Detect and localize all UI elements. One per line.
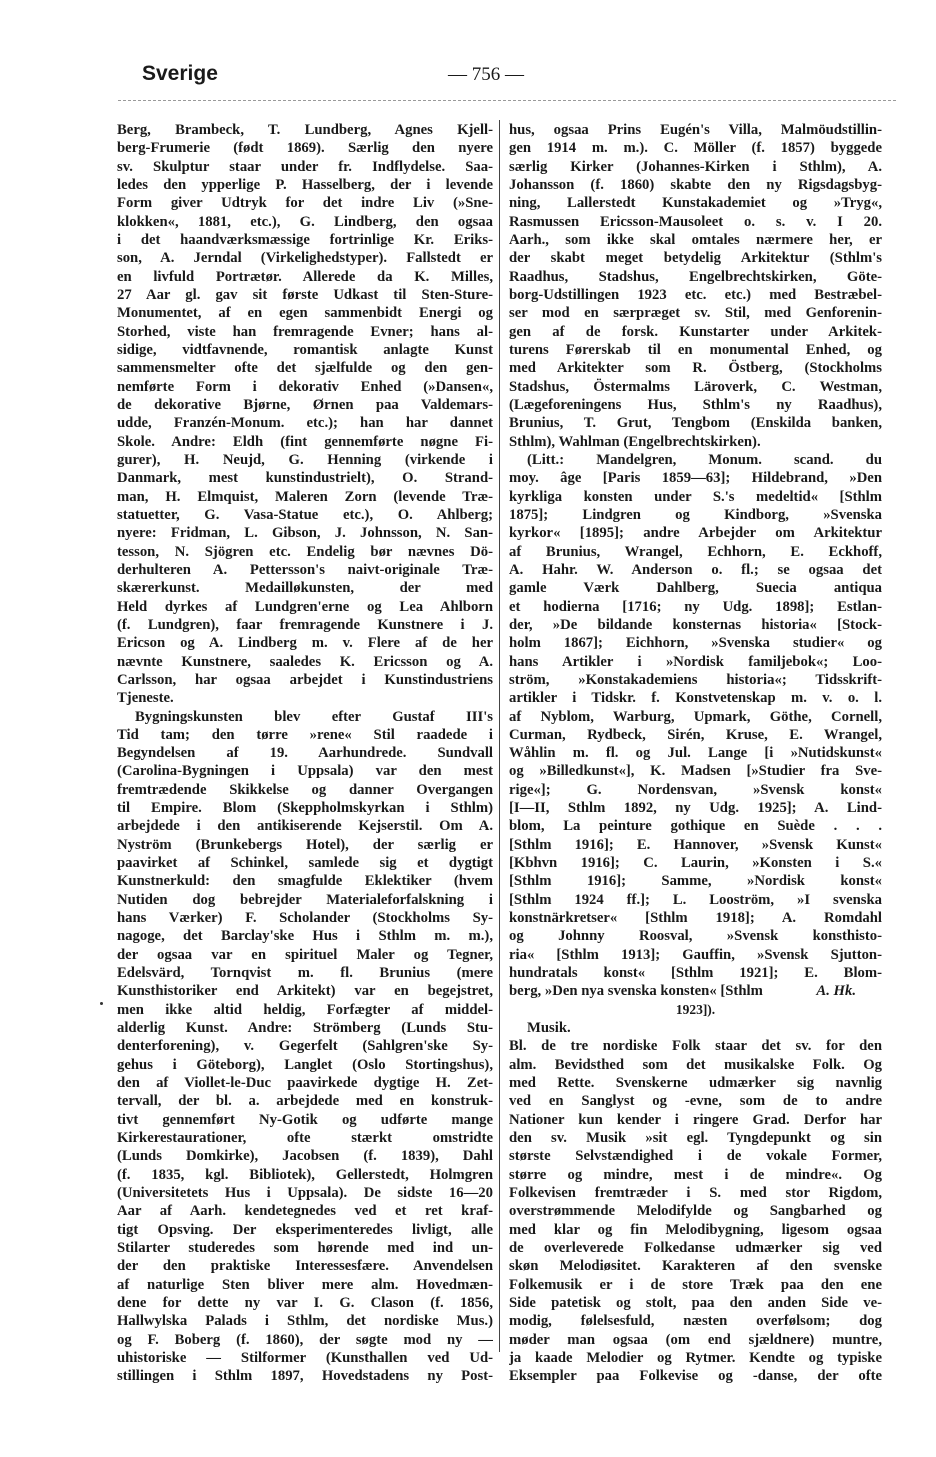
text-line: skærerkunst. Medailløkunsten, der med [117,580,493,597]
text-line: tivt gennemført Ny-Gotik og udførte mange [117,1111,493,1128]
text-line: statuetter, G. Vasa-Statue etc.), O. Ahlberg; [117,506,493,523]
text-line: Curman, Rydbeck, Sirén, Kruse, E. Wrangel, [509,726,882,743]
text-line: Form giver Udtryk for det indre Liv (»Sne- [117,195,493,212]
text-line: den sv. Musik »sit egl. Tyngdepunkt og sin [509,1130,882,1147]
text-line: tesson, N. Sjögren etc. Endelig bør nævnes Dö- [117,543,493,560]
text-line: gen af de forsk. Kunstarter under Arkitek- [509,323,882,340]
author-signature: A. Hk. [816,983,856,1000]
text-line: sv. Skulptur staar under fr. Indflydelse. Saa- [117,158,493,175]
text-line: Kunstnerkuld: den smagfulde Eklektiker (hvem [117,873,493,890]
text-line: arbejdede i den antikiserende Kejserstil. Om A. [117,818,493,835]
text-line: borg-Udstillingen 1923 etc. etc.) med Bestræbel- [509,286,882,303]
text-line: og »Billedkunst«], K. Madsen [»Studier fra Sve- [509,763,882,780]
text-line: der skabt meget betydelig Arkitektur (Sthlm's [509,250,882,267]
text-line: hans Værker) F. Scholander (Stockholms Sy- [117,910,493,927]
text-line: hus, ogsaa Prins Eugén's Villa, Malmöudstillin- [509,122,882,138]
text-line: tigt Opsving. Der eksperimenteredes livligt, alle [117,1221,493,1238]
text-line: Rasmussen Ericsson-Mausoleet o. s. v. I 20. [509,213,882,230]
text-line: af Brunius, Wrangel, Echhorn, E. Eckhoff, [509,543,882,560]
text-line: Nyström (Brunkebergs Hotel), der særlig er [117,836,493,853]
text-line: Wåhlin m. fl. og Jul. Lange [i »Nutidskunst« [509,745,882,762]
text-line: de dekorative Bjørne, Ørnen paa Valdemars- [117,396,493,413]
text-line: større og mindre, mest i de mindre«. Og [509,1166,882,1183]
text-line: (Litt.: Mandelgren, Monum. scand. du [527,451,882,468]
text-line: son, A. Jerndal (Virkelighedstyper). Fallstedt er [117,250,493,267]
text-line: men ikke altid heldig, Forfægter af middel- [117,1001,493,1018]
text-line: A. Hahr. W. Anderson o. fl.; se ogsaa det [509,561,882,578]
text-line: hans Artikler i »Nordisk familjebok«; Loo- [509,653,882,670]
text-line: konstnärkretser« [Sthlm 1918]; A. Romdahl [509,910,882,927]
text-line: og Johnny Roosval, »Svensk konsthisto- [509,928,882,945]
text-line: gamle Værk Dahlberg, Suecia antiqua [509,580,882,597]
text-line: Stadshus, Östermalms Läroverk, C. Westman, [509,378,882,395]
text-line: ved en Sanglyst og -evne, som de to andre [509,1093,882,1110]
text-line: Danmark, mest kunstindustrielt), O. Strand- [117,470,493,487]
text-line: der den praktiske Interessesfære. Anvendelsen [117,1258,493,1275]
text-line: Side patetisk og stolt, paa den anden Side ve- [509,1295,882,1311]
text-line: Stilarter studeredes som hørende med ind un- [117,1240,493,1257]
text-line: der ogsaa var en spirituel Maler og Tegner, [117,946,493,963]
text-line: alderlig Kunst. Andre: Strömberg (Lunds Stu- [117,1020,493,1037]
text-line: Johansson (f. 1860) skabte den ny Rigsdagsbyg- [509,176,882,193]
left-text-column [117,121,493,1386]
text-line: af naturlige Sten bliver mere alm. Hovedmæn- [117,1276,493,1293]
text-line: møder man ogsaa (om end sjældnere) muntre, [509,1331,882,1348]
text-line: af Nyblom, Warburg, Upmark, Göthe, Cornell, [509,708,882,725]
text-line: nævnte Kunstnere, saaledes K. Ericsson og A. [117,653,493,670]
text-line: Held dyrkes af Lundgren'erne og Lea Ahlborn [117,598,493,615]
text-line: kyrkor« [1895]; andre Arbejder om Arkitektur [509,525,882,542]
text-line: ning, Lallerstedt Kunstakademiet og »Tryg«, [509,195,882,212]
header-rule [118,100,896,101]
text-line: skøn Melodiøsitet. Karakteren af den svenske [509,1258,882,1275]
text-line: nemførte Form i dekorativ Enhed (»Dansen«, [117,378,493,395]
text-line: nyere: Fridman, L. Gibson, J. Johnsson, N. San- [117,525,493,542]
text-line: Carlsson, har ogsaa arbejdet i Kunstindustriens [117,671,493,688]
text-line: (Lægeforeningens Hus, Sthlm's ny Raadhus), [509,396,882,413]
text-line: blom, La peinture gothique en Suède . . . [509,818,882,835]
text-line: tervall, der bl. a. arbejdede med en konstruk- [117,1093,493,1110]
column-divider [499,120,500,1352]
text-line: paavirket af Schinkel, samlede sig et dygtigt [117,855,493,872]
text-line: i det haandværksmæssige fortrinlige Kr. Eriks- [117,231,493,248]
text-line: Edelsvärd, Tornqvist m. fl. Brunius (mere [117,965,493,982]
text-line: Raadhus, Stadshus, Engelbrechtskirken, Göte- [509,268,882,285]
text-line: en livfuld Portrætør. Allerede da K. Milles, [117,268,493,285]
text-line: ja kaade Melodier og Rytmer. Kendte og typiske [509,1349,882,1366]
text-line: berg-Frumerie (født 1869). Særlig den nyere [117,140,493,157]
text-line: Storhed, viste han fremragende Evner; hans al- [117,323,493,340]
text-line: Tid tam; den tørre »rene« Stil raadede i [117,726,493,743]
text-line [509,982,882,1000]
text-line: Skole. Andre: Eldh (fint gennemførte nøgne Fi- [117,433,493,450]
text-line: største Selvstændighed i de vokale Former, [509,1148,882,1165]
text-line: gurer), H. Neujd, G. Henning (virkende i [117,451,493,468]
text-line: med Arkitekter som R. Östberg, (Stockholms [509,360,882,377]
text-line: Begyndelsen af 19. Aarhundrede. Sundvall [117,745,493,762]
text-line: Berg, Brambeck, T. Lundberg, Agnes Kjell- [117,122,493,138]
section-heading: 1923]). [675,1001,716,1017]
text-line: ria« [Sthlm 1913]; Gauffin, »Svensk Sjutton- [509,946,882,963]
text-line: turens Førerskab til en monumental Enhed, og [509,341,882,358]
text-line: (Universitetets Hus i Uppsala). De sidste 16—20 [117,1185,493,1202]
text-line: der, »De bildande konsternas historia« [Stock- [509,616,882,633]
text-line: udde, Franzén-Monum. etc.); han har dannet [117,415,493,432]
text-line: modig, følelsesfuld, næsten overfølsom; dog [509,1313,882,1330]
right-text-column [509,121,882,1386]
text-line: Nutiden dog bebrejder Materialeforfalskning i [117,891,493,908]
text-line: (Carolina-Bygningen i Uppsala) var den mest [117,763,493,780]
text-line: hundratals konst« [Sthlm 1921]; E. Blom- [509,965,882,982]
text-line: [Kbhvn 1916]; C. Laurin, »Konsten i S.« [509,855,882,872]
text-line: til Empire. Blom (Skeppholmskyrkan i Sthlm) [117,800,493,817]
text-line: nagoge, det Barclay'ske Hus i Sthlm m. m.), [117,928,493,945]
text-line: sidige, vidtfavnende, romantisk anlagte Kunst [117,341,493,358]
text-line: denterforening), v. Gegerfelt (Sahlgren'ske Sy- [117,1038,493,1055]
text-line: Monumentet, af en egen sammenbidt Energi og [117,305,493,322]
text-line: med Rette. Svenskerne udmærker sig navnlig [509,1075,882,1092]
text-line: (f. Lundgren), faar fremragende Kunstnere i J. [117,616,493,633]
text-line: ström, »Konstakademiens historia«; Tidsskrift- [509,671,882,688]
text-line: rige«]; G. Nordensvan, »Svensk konst« [509,781,882,798]
text-line: artikler i Tidskr. f. Konstvetenskap m. v. o. l. [509,690,882,707]
text-line: og F. Boberg (f. 1860), der søgte mod ny — [117,1331,493,1348]
text-line: Bl. de tre nordiske Folk staar det sv. for den [509,1038,882,1055]
page-number: — 756 — [448,64,524,85]
text-line: [Sthlm 1924 ff.]; L. Looström, »I svenska [509,891,882,908]
text-line: stillingen i Sthlm 1897, Hovedstadens ny Post- [117,1368,493,1385]
text-line: et hodierna [1716; ny Udg. 1898]; Estlan- [509,598,882,615]
text-line: Hallwylska Palads i Sthlm, det nordiske Mus.) [117,1313,493,1330]
text-line: (Lunds Domkirke), Jacobsen (f. 1839), Dahl [117,1148,493,1165]
text-line: (f. 1835, kgl. Bibliotek), Gellerstedt, Holmgren [117,1166,493,1183]
text-line: de overleverede Folkedanse udmærker sig ved [509,1240,882,1257]
text-line: Bygningskunsten blev efter Gustaf III's [135,708,493,725]
text-line: man, H. Elmquist, Maleren Zorn (levende Træ- [117,488,493,505]
text-line: Ericson og A. Lindberg m. v. Flere af de her [117,635,493,652]
text-line: [Sthlm 1916]; E. Hannover, »Svensk Kunst« [509,836,882,853]
text-line: den af Viollet-le-Duc paavirkede dygtige H. Zet- [117,1075,493,1092]
text-line: Folkevisen fremtræder i S. med stor Rigdom, [509,1185,882,1202]
text-line: Eksempler paa Folkevise og -danse, der ofte [509,1368,882,1385]
text-line: derhulteren A. Pettersson's naivt-originale Træ- [117,561,493,578]
text-line: 1875]; Lindgren og Kindborg, »Svenska [509,506,882,523]
text-line: 27 Aar gl. gav sit første Udkast til Sten-Sture- [117,286,493,303]
text-line: gen 1914 m. m.). C. Möller (f. 1857) byggede [509,140,882,157]
text-line: kyrkliga konsten under S.'s medeltid« [Sthlm [509,488,882,505]
text-line: Musik. [527,1020,571,1037]
text-line: dene for dette ny var I. G. Clason (f. 1856, [117,1295,493,1311]
text-line: Sthlm), Wahlman (Engelbrechtskirken). [509,433,761,450]
text-line: Brunius, T. Grut, Tengbom (Enskilda banken, [509,415,882,432]
text-line: særlig Kirker (Johannes-Kirken i Sthlm), A. [509,158,882,175]
text-line: [Sthlm 1916]; Samme, »Nordisk konst« [509,873,882,890]
text-line: [I—II, Sthlm 1892, ny Udg. 1925]; A. Lind- [509,800,882,817]
text-line: gehus i Göteborg), Langlet (Oslo Stortingshus), [117,1056,493,1073]
text-line: uhistoriske — Stilformer (Kunsthallen ved Ud- [117,1349,493,1366]
text-line: Kirkerestaurationer, ofte stærkt omstridte [117,1130,493,1147]
text-line: med klar og fin Melodibygning, ligesom ogsaa [509,1221,882,1238]
text-line: ledes den ypperlige P. Hasselberg, der i levende [117,176,493,193]
text-line: ser mod en særpræget sv. Stil, med Genforenin- [509,305,882,322]
text-line: Aarh., som ikke skal omtales nærmere her, er [509,231,882,248]
text-line: overstrømmende Melodifylde og Sangbarhed og [509,1203,882,1220]
running-head-title: Sverige [142,62,218,85]
text-line: Nationer kun kender i ringere Grad. Derfor har [509,1111,882,1128]
text-line: moy. âge [Paris 1859—63]; Hildebrand, »Den [509,470,882,487]
text-line: Kunsthistoriker end Arkitekt) var en begejstret, [117,983,493,1000]
text-line: Aar af Aarh. kendetegnedes ved et ret kraf- [117,1203,493,1220]
margin-speck [100,1002,103,1005]
text-line: Folkemusik er i de store Træk paa den ene [509,1276,882,1293]
text-line: Tjeneste. [117,690,174,707]
text-line-content: berg, »Den nya svenska konsten« [Sthlm [509,983,763,1000]
text-line: klokken«, 1881, etc.), G. Lindberg, den ogsaa [117,213,493,230]
text-line: alm. Bevidsthed som det musikalske Folk. Og [509,1056,882,1073]
text-line: sammensmelter ofte det sjælfulde og den gen- [117,360,493,377]
text-line: fremtrædende Skikkelse og danner Overgangen [117,781,493,798]
text-line: holm 1867]; Eichhorn, »Svenska studier« og [509,635,882,652]
